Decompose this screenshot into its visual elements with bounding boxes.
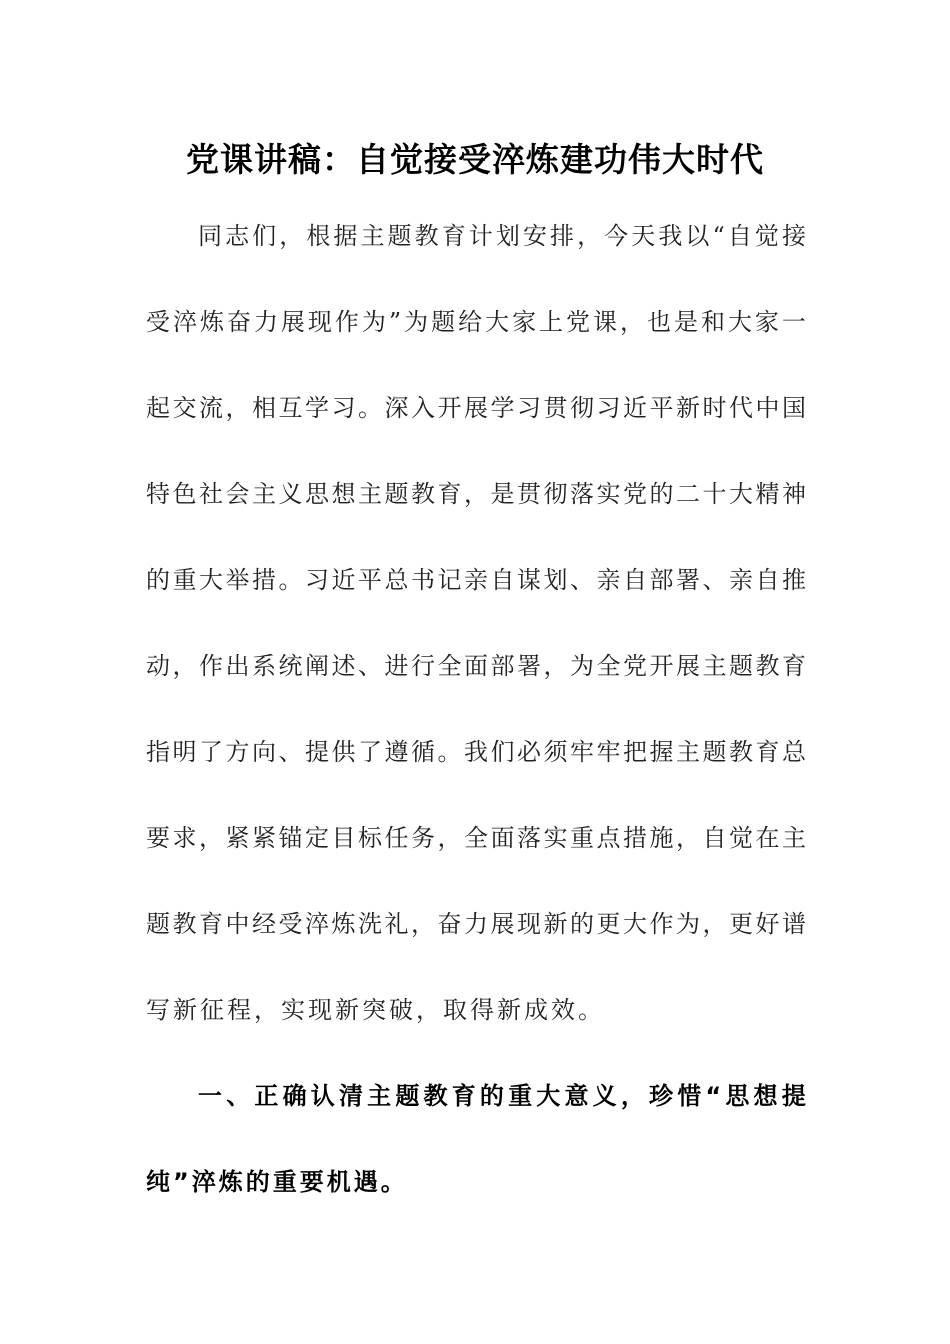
paragraph-line: 指 明 了 方 向 、 提 供 了 遵 循 。 我 们 必 须 牢 牢 把 握 主 题 教 育 总 (146, 738, 806, 766)
paragraph-line: 动 ， 作 出 系 统 阐 述 、 进 行 全 面 部 署 ， 为 全 党 开 展 主 题 教 育 (146, 652, 806, 680)
paragraph-line: 的 重 大 举 措 。 习 近 平 总 书 记 亲 自 谋 划 、 亲 自 部 署 、 亲 自 推 (146, 566, 806, 594)
paragraph-line: 特 色 社 会 主 义 思 想 主 题 教 育 ， 是 贯 彻 落 实 党 的 二 十 大 精 神 (146, 480, 806, 508)
section-heading-line: 一 、 正 确 认 清 主 题 教 育 的 重 大 意 义 ， 珍 惜 “ 思 想 提 (198, 1082, 806, 1110)
paragraph-line: 起 交 流 ， 相 互 学 习 。 深 入 开 展 学 习 贯 彻 习 近 平 新 时 代 中 国 (146, 394, 806, 422)
paragraph-line: 受 淬 炼 奋 力 展 现 作 为 ” 为 题 给 大 家 上 党 课 ， 也 是 和 大 家 一 (146, 308, 806, 336)
paragraph-line: 写新征程，实现新突破，取得新成效。 (146, 996, 605, 1024)
paragraph-line: 要 求 ， 紧 紧 锚 定 目 标 任 务 ， 全 面 落 实 重 点 措 施 ， 自 觉 在 主 (146, 824, 806, 852)
paragraph-line: 题 教 育 中 经 受 淬 炼 洗 礼 ， 奋 力 展 现 新 的 更 大 作 为 ， 更 好 谱 (146, 910, 806, 938)
document-title: 党课讲稿：自觉接受淬炼建功伟大时代 (186, 140, 764, 179)
paragraph-line: 同 志 们 ， 根 据 主 题 教 育 计 划 安 排 ， 今 天 我 以 “ 自 觉 接 (198, 222, 806, 250)
section-heading-line: 纯”淬炼的重要机遇。 (146, 1168, 408, 1196)
